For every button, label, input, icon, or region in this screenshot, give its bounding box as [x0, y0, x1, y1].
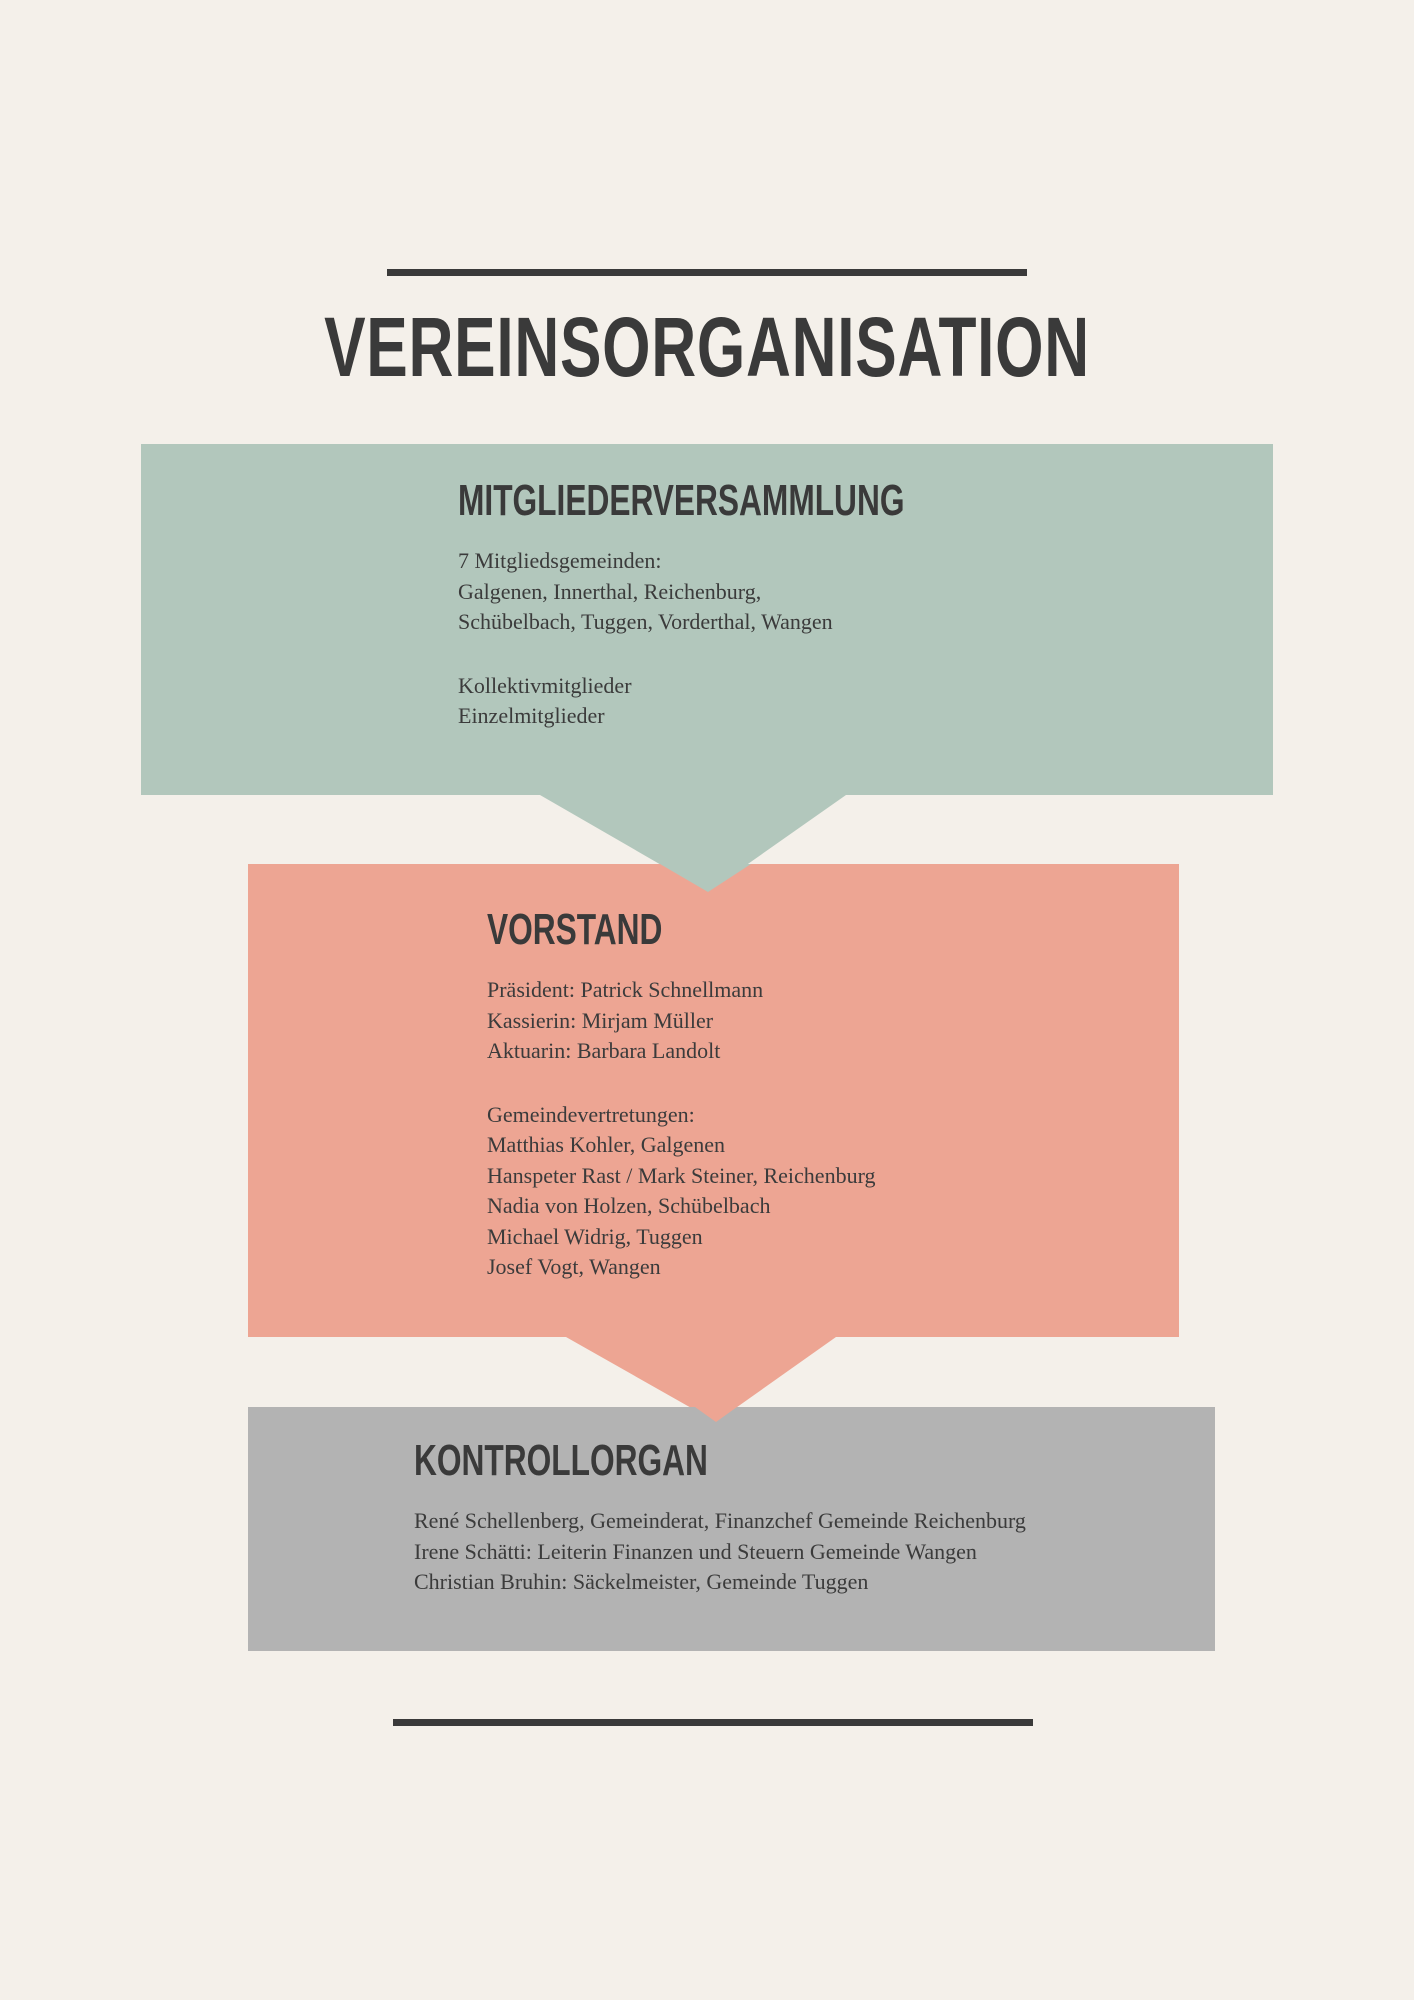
board-member-line: Matthias Kohler, Galgenen — [487, 1132, 725, 1157]
kontrollorgan-heading: KONTROLLORGAN — [414, 1436, 708, 1485]
board-member-line: Hanspeter Rast / Mark Steiner, Reichenburg — [487, 1162, 876, 1188]
vorstand-lines — [487, 975, 876, 1283]
member-line: Schübelbach, Tuggen, Vorderthal, Wangen — [458, 609, 833, 634]
vorstand-heading: VORSTAND — [487, 905, 663, 954]
page-title: VEREINSORGANISATION — [324, 300, 1090, 394]
board-member-line: Präsident: Patrick Schnellmann — [487, 977, 764, 1002]
mitgliederversammlung-heading: MITGLIEDERVERSAMMLUNG — [458, 476, 905, 525]
board-member-line: Kassierin: Mirjam Müller — [487, 1007, 714, 1033]
mitgliederversammlung-content — [458, 476, 1078, 732]
member-line: 7 Mitgliedsgemeinden: — [458, 548, 662, 573]
member-line: Einzelmitglieder — [458, 703, 605, 728]
kontrollorgan-lines — [414, 1506, 1026, 1598]
board-member-line: Gemeindevertretungen: — [487, 1101, 695, 1127]
auditor-line: Irene Schätti: Leiterin Finanzen und Steuern Gemeinde Wangen — [414, 1538, 977, 1564]
member-line: Galgenen, Innerthal, Reichenburg, — [458, 578, 762, 604]
member-line: Kollektivmitglieder — [458, 672, 632, 698]
vorstand-content — [487, 905, 876, 1283]
board-member-line: Michael Widrig, Tuggen — [487, 1223, 703, 1249]
board-member-line: Josef Vogt, Wangen — [487, 1254, 661, 1279]
mitgliederversammlung-lines — [458, 546, 1078, 732]
bottom-divider — [393, 1719, 1033, 1726]
board-member-line: Aktuarin: Barbara Landolt — [487, 1038, 721, 1063]
auditor-line: René Schellenberg, Gemeinderat, Finanzchef Gemeinde Reichenburg — [414, 1508, 1026, 1533]
board-member-line: Nadia von Holzen, Schübelbach — [487, 1193, 771, 1218]
auditor-line: Christian Bruhin: Säckelmeister, Gemeinde Tuggen — [414, 1569, 869, 1594]
kontrollorgan-content — [414, 1436, 1026, 1598]
